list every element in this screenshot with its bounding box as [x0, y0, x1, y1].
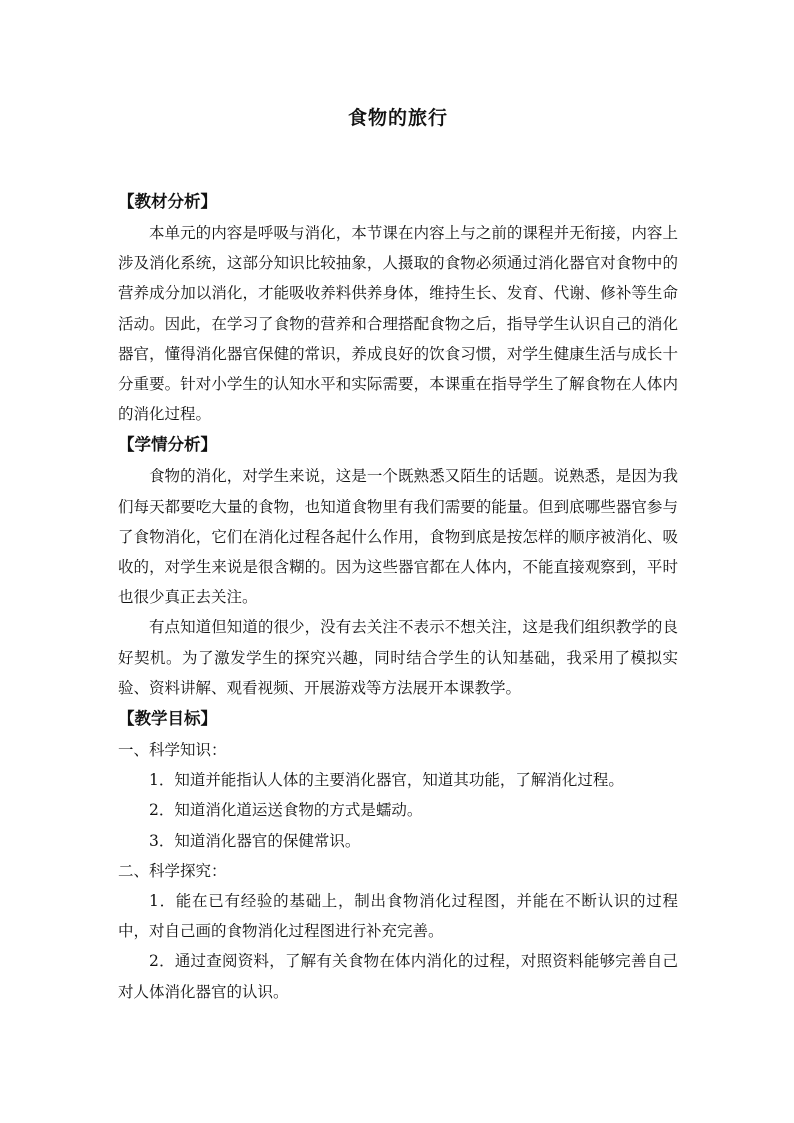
section-heading-student-analysis: 【学情分析】 [118, 435, 217, 455]
section-heading-teaching-goals: 【教学目标】 [118, 709, 217, 729]
subheading-science-knowledge: 一、科学知识： [118, 741, 227, 760]
subheading-science-inquiry: 二、科学探究： [118, 861, 227, 880]
paragraph-textbook-analysis: 本单元的内容是呼吸与消化，本节课在内容上与之前的课程并无衔接，内容上涉及消化系统，这部分知识比较抽象，人摄取的食物必须通过消化器官对食物中的营养成分加以消化，才能吸收养料供养身体，维持生长、发育、代谢、修补等生命活动。因此，在学习了食物的营养和合理搭配食物之后，指导学生认识自己的消化器官，懂得消化器官保健的常识，养成良好的饮食习惯，对学生健康生活与成长十分重要。针对小学生的认知水平和实际需要，本课重在指导学生了解食物在人体内的消化过程。 [118, 224, 678, 424]
goal-item-knowledge-3: 3．知道消化器官的保健常识。 [149, 831, 361, 850]
document-title: 食物的旅行 [347, 107, 448, 129]
paragraph-student-analysis-1: 食物的消化，对学生来说，这是一个既熟悉又陌生的话题。说熟悉，是因为我们每天都要吃大量的食物，也知道食物里有我们需要的能量。但到底哪些器官参与了食物消化，它们在消化过程各起什么作用，食物到底是按怎样的顺序被消化、吸收的，对学生来说是很含糊的。因为这些器官都在人体内，不能直接观察到，平时也很少真正去关注。 [118, 467, 678, 607]
goal-item-knowledge-1: 1．知道并能指认人体的主要消化器官，知道其功能，了解消化过程。 [149, 771, 624, 790]
document-body [118, 186, 678, 1007]
goal-item-knowledge-2: 2．知道消化道运送食物的方式是蠕动。 [149, 801, 423, 820]
goal-item-inquiry-1: 1．能在已有经验的基础上，制出食物消化过程图，并能在不断认识的过程中，对自己画的食物消化过程图进行补充完善。 [118, 892, 678, 941]
section-heading-textbook-analysis: 【教材分析】 [118, 192, 217, 211]
paragraph-student-analysis-2: 有点知道但知道的很少，没有去关注不表示不想关注，这是我们组织教学的良好契机。为了激发学生的探究兴趣，同时结合学生的认知基础，我采用了模拟实验、资料讲解、观看视频、开展游戏等方法展开本课教学。 [118, 618, 678, 697]
goal-item-inquiry-2: 2．通过查阅资料，了解有关食物在体内消化的过程，对照资料能够完善自己对人体消化器官的认识。 [118, 952, 678, 1001]
